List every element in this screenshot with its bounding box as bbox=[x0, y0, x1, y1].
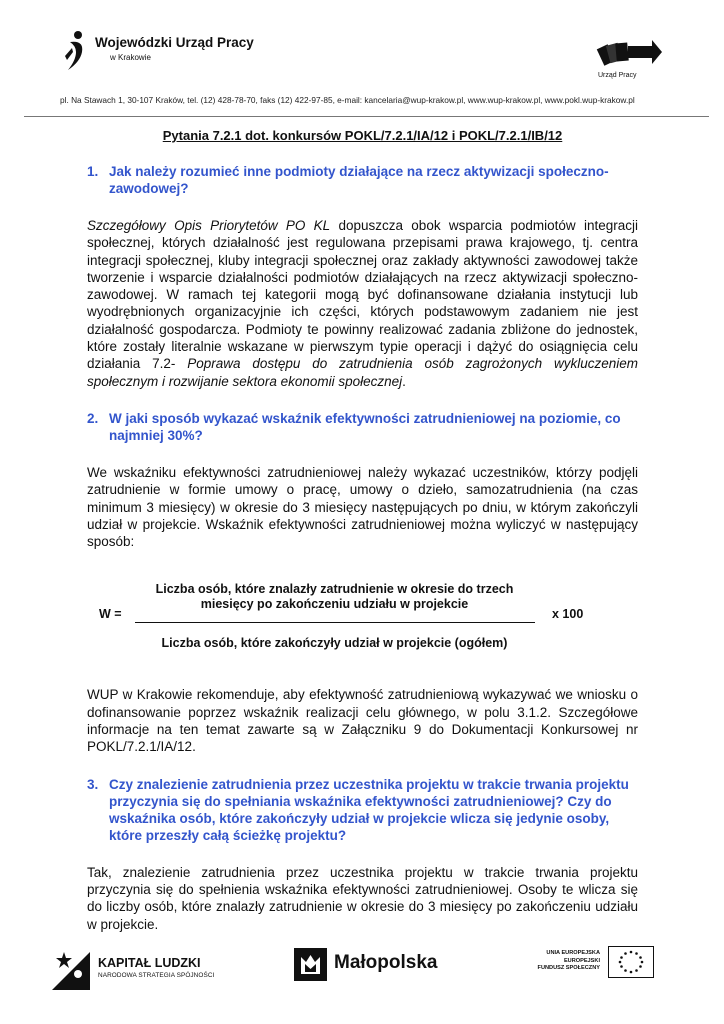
question-text: Jak należy rozumieć inne podmioty działające na rzecz aktywizacji społeczno-zawodowej? bbox=[109, 164, 609, 196]
malopolska-name: Małopolska bbox=[334, 952, 438, 973]
fraction-bar bbox=[135, 622, 535, 623]
answer-2: We wskaźniku efektywności zatrudnieniowej należy wykazać uczestników, którzy podjęli zatrudnienie w formie umowy o pracę, umowy o dzieło, samozatrudnienia (na czas minimum 3 miesięcy) w okresie do 3 miesięcy następujących po dniu, w którym zakończyli udział w projekcie. Wskaźnik efektywności zatrudnieniowej można wyliczyć w następujący sposób: bbox=[87, 464, 638, 550]
question-number: 1. bbox=[87, 164, 99, 179]
question-text: Czy znalezienie zatrudnienia przez uczestnika projektu w trakcie trwania projektu przyczynia się do spełniania wskaźnika efektywności zatrudnieniowej? Czy do wskaźnika osób, które zakończyły udział w projekcie wlicza się jedynie osoby, które przeszły całą ścieżkę projektu? bbox=[109, 776, 629, 843]
answer-text: . bbox=[402, 373, 406, 389]
question-2 bbox=[87, 410, 638, 444]
kapital-ludzki-title: KAPITAŁ LUDZKI bbox=[98, 956, 201, 970]
question-3 bbox=[87, 776, 638, 844]
contact-line: pl. Na Stawach 1, 30-107 Kraków, tel. (12) 428-78-70, faks (12) 422-97-85, e-mail: kancelaria@wup-krakow.pl, www.wup-krakow.pl, www.pokl.wup-krakow.pl bbox=[60, 95, 635, 105]
org-city: w Krakowie bbox=[110, 53, 151, 62]
document-body bbox=[87, 128, 638, 953]
kapital-ludzki-subtitle: NARODOWA STRATEGIA SPÓJNOŚCI bbox=[98, 972, 215, 979]
eu-line: FUNDUSZ SPOŁECZNY bbox=[537, 965, 600, 971]
question-number: 3. bbox=[87, 776, 99, 792]
org-name: Wojewódzki Urząd Pracy bbox=[95, 35, 254, 50]
answer-text: dopuszcza obok wsparcia podmiotów integracji społecznej, których działalność jest regulowana przepisami prawa krajowego, tj. centra integracji społecznej, kluby integracji społecznej oraz zakłady aktywności zawodowej także tworzenie i wsparcie działalności podmiotów działających na rzecz aktywizacji społeczno-zawodowej. W ramach tej kategorii mogą być dofinansowane działania instytucji lub wyodrębnionych organizacyjnie ich części, których podstawowym zadaniem nie jest działalność gospodarcza. Podmioty te powinny realizować zadania zbliżone do jednostek, które zostały literalnie wskazane w pierwszym typie operacji i dążyć do osiągnięcia celu działania 7.2- bbox=[87, 218, 638, 372]
letterhead bbox=[0, 0, 724, 120]
wup-logo-icon bbox=[62, 30, 92, 72]
formula bbox=[87, 570, 638, 666]
kapital-ludzki-logo-icon bbox=[52, 946, 90, 990]
urzad-pracy-logo-icon bbox=[596, 36, 662, 72]
formula-numerator: Liczba osób, które znalazły zatrudnienie w okresie do trzech miesięcy po zakończeniu udziału w projekcie bbox=[155, 582, 514, 612]
header-divider bbox=[24, 116, 709, 117]
answer-2-continued: WUP w Krakowie rekomenduje, aby efektywność zatrudnieniową wykazywać we wniosku o dofinansowanie poprzez wskaźnik realizacji celu głównego, w polu 3.1.2. Szczegółowe informacje na ten temat zawarte są w Załączniku 9 do Dokumentacji Konkursowej nr POKL/7.2.1/IA/12. bbox=[87, 687, 638, 755]
answer-3: Tak, znalezienie zatrudnienia przez uczestnika projektu w trakcie trwania projektu przyczynia się do spełnienia wskaźnika efektywności zatrudnieniowej. Osoby te wlicza się do liczby osób, które znalazły zatrudnienie w okresie do 3 miesięcy po zakończeniu udziału w projekcie. bbox=[87, 864, 638, 932]
eu-line: EUROPEJSKI bbox=[563, 957, 600, 964]
footer-logos bbox=[0, 930, 724, 1010]
page-title: Pytania 7.2.1 dot. konkursów POKL/7.2.1/IA/12 i POKL/7.2.1/IB/12 bbox=[162, 128, 563, 143]
question-number: 2. bbox=[87, 410, 99, 426]
urzad-pracy-logo-text: Urząd Pracy bbox=[598, 72, 637, 79]
malopolska-logo-icon bbox=[294, 948, 327, 981]
formula-multiplier: x 100 bbox=[552, 607, 584, 622]
eu-line: UNIA EUROPEJSKA bbox=[546, 950, 600, 956]
eu-flag-icon bbox=[608, 946, 654, 978]
answer-1 bbox=[87, 217, 638, 390]
question-1 bbox=[87, 163, 638, 197]
formula-denominator: Liczba osób, które zakończyły udział w projekcie (ogółem) bbox=[161, 636, 508, 651]
answer-italic: Szczegółowy Opis Priorytetów PO KL bbox=[87, 218, 331, 233]
eu-label bbox=[536, 950, 600, 973]
answer-italic: Poprawa dostępu do zatrudnienia osób zagrożonych wykluczeniem społecznym i rozwijanie sektora ekonomii społecznej bbox=[87, 356, 638, 389]
formula-lhs: W = bbox=[99, 607, 122, 622]
question-text: W jaki sposób wykazać wskaźnik efektywności zatrudnieniowej na poziomie, co najmniej 30%? bbox=[109, 410, 621, 443]
